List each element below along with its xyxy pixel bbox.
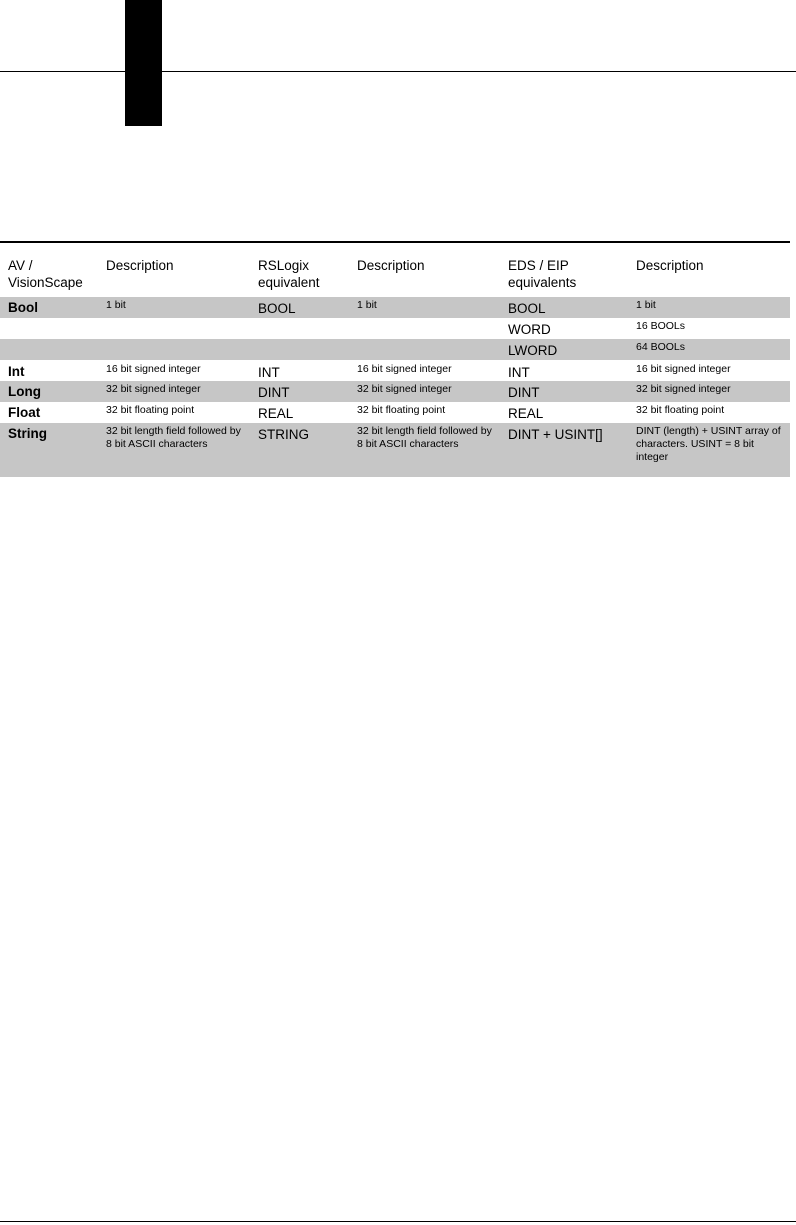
eds-type-cell: WORD	[500, 318, 628, 339]
description-cell: 16 bit signed integer	[98, 360, 250, 381]
description-cell	[98, 318, 250, 339]
description-cell	[349, 318, 500, 339]
description-cell: 32 bit signed integer	[349, 381, 500, 402]
eds-type-cell: DINT + USINT[]	[500, 423, 628, 477]
table-row	[0, 402, 790, 423]
table-row	[0, 360, 790, 381]
description-cell: 32 bit floating point	[628, 402, 790, 423]
rslogix-type-cell: BOOL	[250, 297, 349, 318]
description-cell: 32 bit length field followed by 8 bit ASCII characters	[349, 423, 500, 477]
av-type-cell: Int	[0, 360, 98, 381]
eds-type-cell: INT	[500, 360, 628, 381]
av-type-cell	[0, 339, 98, 360]
table-row	[0, 423, 790, 477]
av-type-cell: Long	[0, 381, 98, 402]
description-cell: 32 bit floating point	[349, 402, 500, 423]
eds-type-cell: DINT	[500, 381, 628, 402]
description-cell: 32 bit floating point	[98, 402, 250, 423]
table-row	[0, 297, 790, 318]
eds-type-cell: REAL	[500, 402, 628, 423]
description-cell: DINT (length) + USINT array of characters. USINT = 8 bit integer	[628, 423, 790, 477]
data-type-table-grid	[0, 243, 790, 477]
column-header-description: Description	[106, 258, 174, 273]
rslogix-type-cell	[250, 318, 349, 339]
chapter-tab-marker	[125, 0, 162, 126]
column-header-eds-eip-equivalents: EDS / EIP equivalents	[508, 258, 577, 290]
description-cell: 16 BOOLs	[628, 318, 790, 339]
description-cell: 32 bit length field followed by 8 bit ASCII characters	[98, 423, 250, 477]
data-type-table	[0, 241, 790, 477]
table-row	[0, 318, 790, 339]
footer-rule	[0, 1221, 796, 1222]
description-cell: 1 bit	[98, 297, 250, 318]
rslogix-type-cell: STRING	[250, 423, 349, 477]
description-cell: 16 bit signed integer	[349, 360, 500, 381]
description-cell: 1 bit	[628, 297, 790, 318]
description-cell: 1 bit	[349, 297, 500, 318]
rslogix-type-cell: INT	[250, 360, 349, 381]
description-cell: 32 bit signed integer	[628, 381, 790, 402]
table-header-row	[0, 243, 790, 297]
av-type-cell: Float	[0, 402, 98, 423]
av-type-cell	[0, 318, 98, 339]
rslogix-type-cell: REAL	[250, 402, 349, 423]
column-header-av-visionscape: AV / VisionScape	[8, 258, 83, 290]
av-type-cell: Bool	[0, 297, 98, 318]
description-cell	[349, 339, 500, 360]
table-row	[0, 339, 790, 360]
description-cell: 32 bit signed integer	[98, 381, 250, 402]
av-type-cell: String	[0, 423, 98, 477]
eds-type-cell: BOOL	[500, 297, 628, 318]
rslogix-type-cell: DINT	[250, 381, 349, 402]
rslogix-type-cell	[250, 339, 349, 360]
description-cell: 64 BOOLs	[628, 339, 790, 360]
column-header-rslogix-equivalent: RSLogix equivalent	[258, 258, 320, 290]
column-header-description: Description	[636, 258, 704, 273]
table-row	[0, 381, 790, 402]
column-header-description: Description	[357, 258, 425, 273]
description-cell: 16 bit signed integer	[628, 360, 790, 381]
eds-type-cell: LWORD	[500, 339, 628, 360]
header-rule	[0, 71, 796, 72]
description-cell	[98, 339, 250, 360]
